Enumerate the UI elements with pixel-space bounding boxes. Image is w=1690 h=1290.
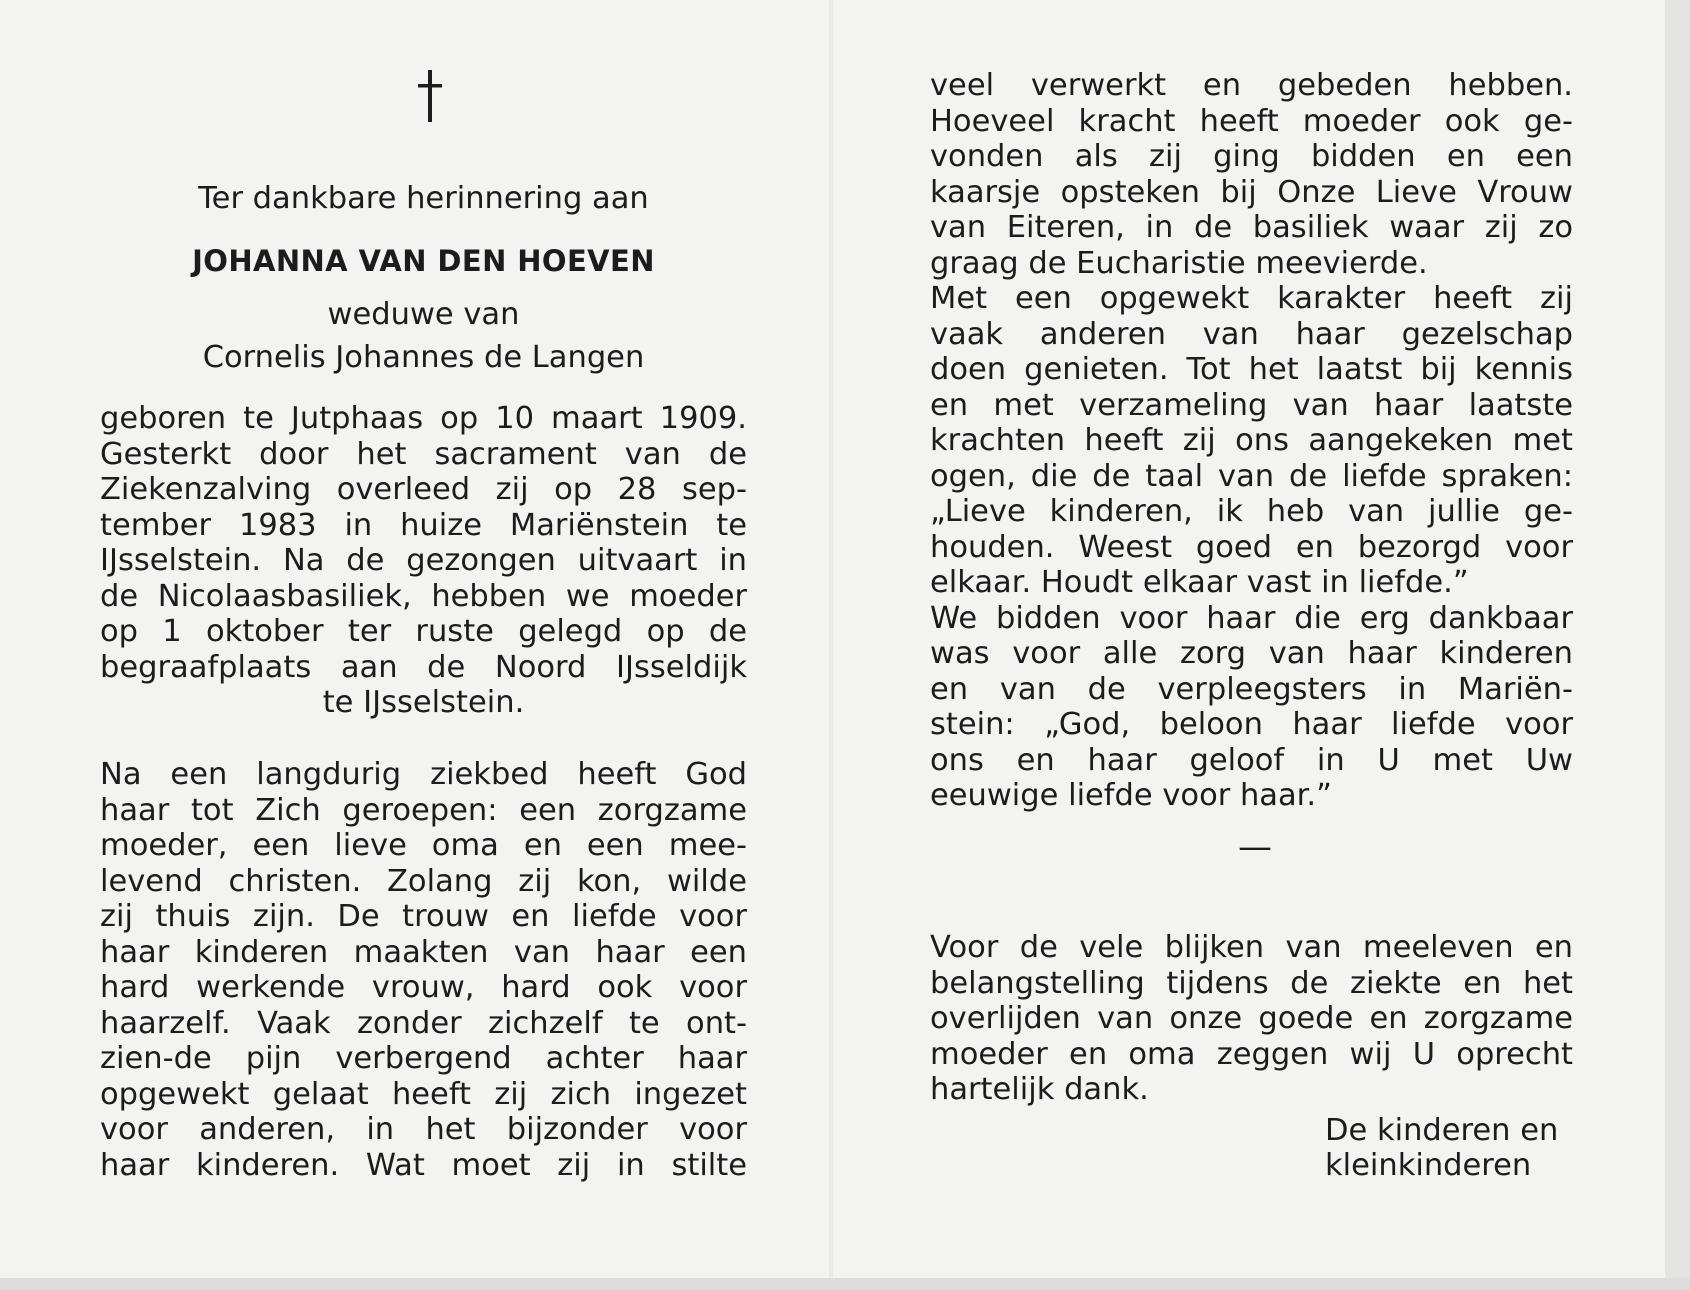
text-line: stein: „God, beloon haar liefde voor — [930, 707, 1573, 742]
text-line: ogen, die de taal van de liefde spraken: — [930, 458, 1573, 494]
text-line: krachten heeft zij ons aangekeken met — [930, 423, 1573, 458]
text-line: We bidden voor haar die erg dankbaar — [930, 600, 1573, 636]
deceased-name: JOHANNA VAN DEN HOEVEN — [192, 244, 655, 278]
latin-cross-icon — [410, 70, 450, 122]
text-line: houden. Weest goed en bezorgd voor — [930, 529, 1573, 565]
text-line: vaak anderen van haar gezelschap — [930, 316, 1573, 352]
signature-line: kleinkinderen — [1325, 1148, 1532, 1183]
text-line: geboren te Jutphaas op 10 maart 1909. — [100, 401, 747, 436]
text-line: belangstelling tijdens de ziekte en het — [930, 965, 1573, 1001]
biography-paragraph — [100, 401, 747, 721]
text-line: opgewekt gelaat heeft zij zich ingezet — [100, 1076, 747, 1112]
relation-text: weduwe van — [327, 297, 520, 332]
text-line: elkaar. Houdt elkaar vast in liefde.” — [930, 565, 1469, 600]
text-line: voor anderen, in het bijzonder voor — [100, 1112, 747, 1147]
text-line: eeuwige liefde voor haar.” — [930, 778, 1332, 813]
text-line: en van de verpleegsters in Mariën- — [930, 671, 1573, 707]
text-line: te IJsselstein. — [322, 685, 525, 720]
text-line: begraafplaats aan de Noord IJsseldijk — [100, 649, 747, 685]
text-line: ons en haar geloof in U met Uw — [930, 742, 1573, 778]
text-line: doen genieten. Tot het laatst bij kennis — [930, 352, 1573, 387]
text-line: veel verwerkt en gebeden hebben. — [930, 68, 1573, 103]
signature-line: De kinderen en — [1325, 1113, 1559, 1148]
text-line: graag de Eucharistie meevierde. — [930, 245, 1428, 281]
text-line: moeder en oma zeggen wij U oprecht — [930, 1036, 1573, 1072]
signature-block — [1325, 1113, 1558, 1183]
separator-dash: — — [1238, 827, 1273, 867]
card-bottom-edge — [0, 1278, 1690, 1290]
text-line: Na een langdurig ziekbed heeft God — [100, 757, 747, 792]
text-line: haarzelf. Vaak zonder zichzelf te ont- — [100, 1005, 747, 1041]
text-line: Hoeveel kracht heeft moeder ook ge- — [930, 103, 1573, 139]
text-line: overlijden van onze goede en zorgzame — [930, 1001, 1573, 1036]
text-line: IJsselstein. Na de gezongen uitvaart in — [100, 543, 747, 578]
text-line: Met een opgewekt karakter heeft zij — [930, 281, 1573, 316]
text-line: Voor de vele blijken van meeleven en — [930, 930, 1573, 965]
text-line: tember 1983 in huize Mariënstein te — [100, 507, 747, 543]
text-line: kaarsje opsteken bij Onze Lieve Vrouw — [930, 174, 1573, 210]
text-line: haar kinderen maakten van haar een — [100, 934, 747, 970]
intro-text: Ter dankbare herinnering aan — [198, 181, 649, 216]
text-line: van Eiteren, in de basiliek waar zij zo — [930, 210, 1573, 245]
text-line: haar kinderen. Wat moet zij in stilte — [100, 1147, 747, 1183]
tribute-paragraph — [100, 757, 747, 1183]
text-line: vonden als zij ging bidden en een — [930, 139, 1573, 174]
card-fold — [829, 0, 833, 1278]
text-line: haar tot Zich geroepen: een zorgzame — [100, 792, 747, 828]
text-line: was voor alle zorg van haar kinderen — [930, 636, 1573, 671]
text-line: de Nicolaasbasiliek, hebben we moeder — [100, 578, 747, 614]
text-line: hartelijk dank. — [930, 1072, 1149, 1107]
text-line: levend christen. Zolang zij kon, wilde — [100, 863, 747, 899]
text-line: zien-de pijn verbergend achter haar — [100, 1041, 747, 1076]
card-shadow-edge — [1665, 0, 1690, 1290]
text-line: Ziekenzalving overleed zij op 28 sep- — [100, 472, 747, 507]
text-line: op 1 oktober ter ruste gelegd op de — [100, 614, 747, 649]
thanks-paragraph — [930, 930, 1573, 1108]
text-line: moeder, een lieve oma en een mee- — [100, 828, 747, 863]
text-line: „Lieve kinderen, ik heb van jullie ge- — [930, 494, 1573, 529]
text-line: zij thuis zijn. De trouw en liefde voor — [100, 899, 747, 934]
text-line: hard werkende vrouw, hard ook voor — [100, 970, 747, 1005]
continuation-paragraph — [930, 68, 1573, 814]
spouse-name: Cornelis Johannes de Langen — [202, 340, 645, 375]
text-line: en met verzameling van haar laatste — [930, 387, 1573, 423]
text-line: Gesterkt door het sacrament van de — [100, 436, 747, 472]
